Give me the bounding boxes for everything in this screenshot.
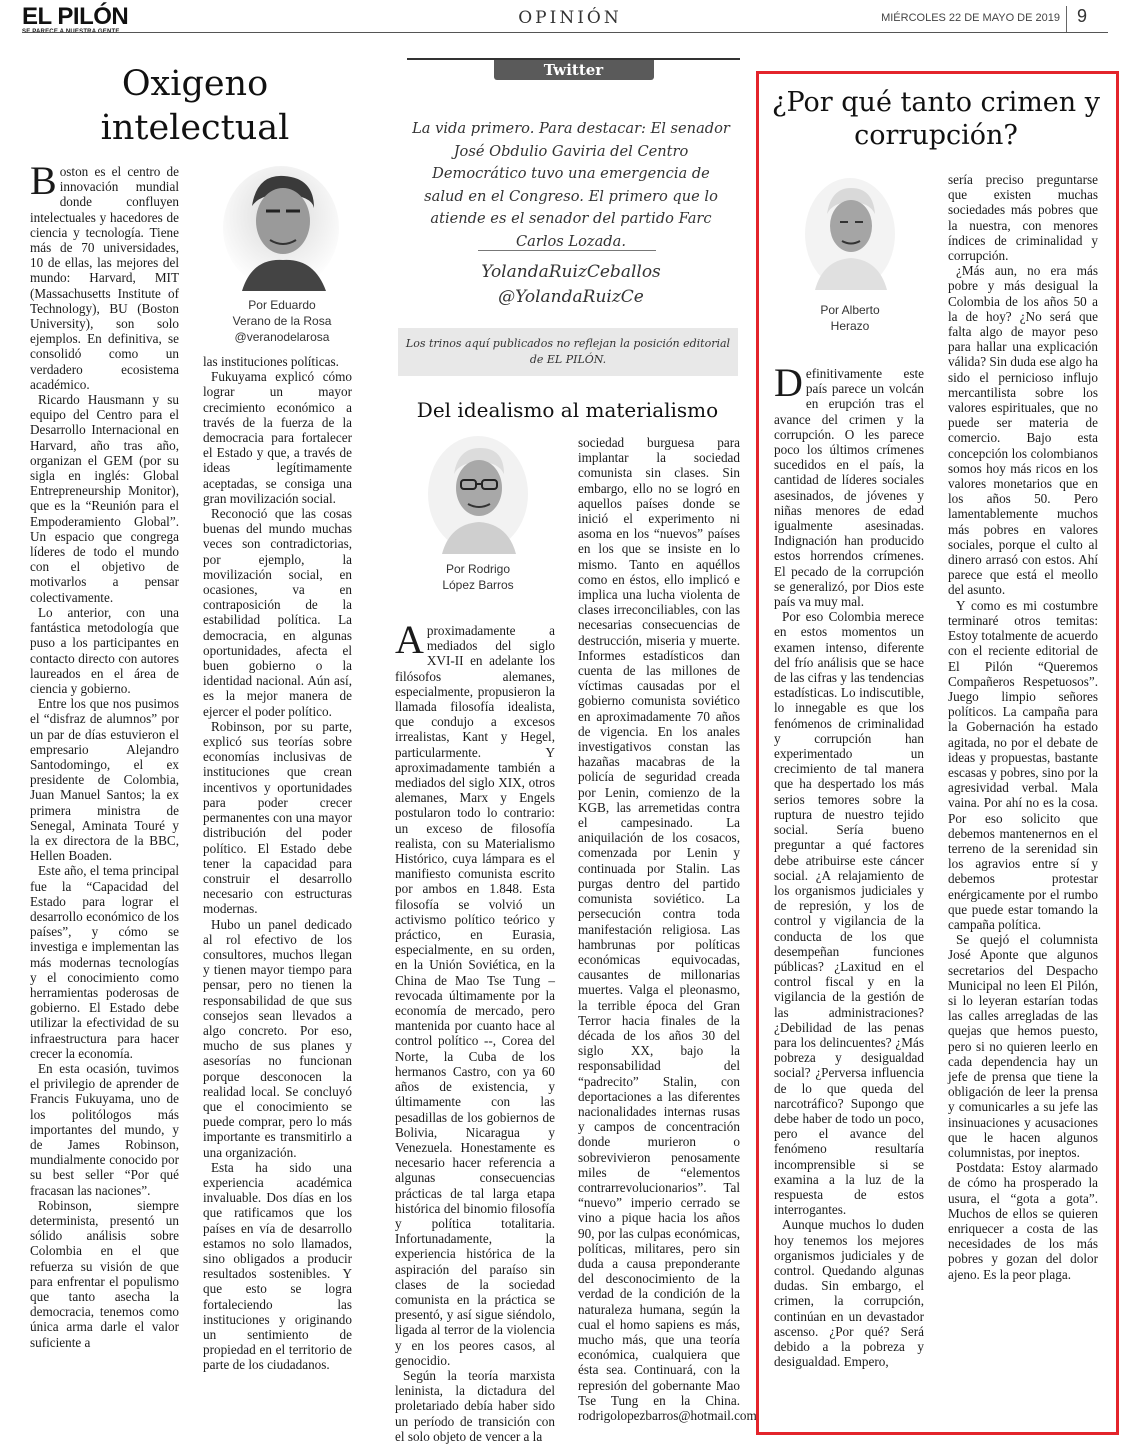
paragraph: Se quejó el columnista José Aponte que algunos secretarios del Despacho Municipal no leen El Pilón, si lo leyeran estarían todas las calles arregladas de las quejas que hemos puesto, pero si no quieren leerlo en cada dependencia hay un jefe de prensa que tiene la obligación de leer la prensa y comunicarles a su jefe las insinuaciones y acusaciones que le hacen algunos columnistas, por ineptos. [948,932,1098,1160]
paragraph-text: efinitivamente este país parece un volcán en erupción tras el avance del crimen y la corrupción. O les parece poco los últimos crímenes sucedidos en el país, la cantidad de líderes sociales asesinados, de jóvenes y niñas menores de edad igualmente asesinadas. Indignación han producido estos horrendos crímenes. El pecado de la corrupción se generalizó, por Dios este país va muy mal. [774,366,924,610]
paragraph: Ricardo Hausmann y su equipo del Centro para el Desarrollo Internacional en Harvard, año tras año, organizan el GEM (por su sigla en inglés: Global Entrepreneurship Monitor), que es la “Reunión para el Empoderamiento Global”. Un espacio que congrega líderes de todo el mundo con el objetivo de motivarlos a pensar colectivamente. [30,392,179,605]
dropcap: A [395,617,424,662]
paragraph: Entre los que nos pusimos el “disfraz de alumnos” por un par de días estuvieron el empresario Alejandro Santodomingo, el ex presidente de Colombia, Juan Manuel Santos; la ex primera ministra de Senegal, Aminata Touré y la ex directora de la BBC, Hellen Boaden. [30,696,179,864]
twitter-header [407,58,740,82]
twitter-label: Twitter [494,60,654,80]
section-title: OPINIÓN [518,8,622,28]
left-headline: Oxigeno intelectual [100,64,290,148]
paragraph [774,360,924,610]
middle-col2 [578,435,757,1423]
author-portrait-herazo [805,178,895,290]
left-col1 [30,158,179,1416]
paragraph-text: oston es el centro de innovación mundial donde confluyen intelectuales y hacedores de ciencia y tecnología. Tiene más de 70 universidades, 10 de ellas, las mejores del mundo: Harvard, MIT (Massachusetts Institute of Technology), BU (Boston University), son solo ejemplos. En definitiva, se consolidó como un verdadero ecosistema académico. [30,164,179,392]
paragraph: Aunque muchos lo duden hoy tenemos los mejores organismos judiciales y de control. Quedando algunas dudas. Sin embargo, el crimen, la corrupción, continúan en un devastador ascenso. ¿Por qué? Será debido a la pobreza y desigualdad. Empero, [774,1217,924,1370]
byline-line: Por Alberto [820,303,880,317]
dropcap: D [774,360,803,405]
paragraph [395,617,555,1368]
paragraph: Robinson, por su parte, explicó sus teorías sobre economías inclusivas de instituciones que crean incentivos y oportunidades para poder crecer permanentes con una mayor distribución del poder político. El Estado debe tener la capacidad para construir el desarrollo necesario con estructuras modernas. [203,718,352,917]
paragraph: Lo anterior, con una fantástica metodología que puso a los participantes en contacto directo con autores laureados en el área de ciencia y gobierno. [30,604,179,696]
byline-line: Por Rodrigo [445,562,511,576]
paragraph: En esta ocasión, tuvimos el privilegio de aprender de Francis Fukuyama, uno de los politólogos más importantes del mundo, y de James Robinson, mundialmente conocido por su best seller “Por qué fracasan las naciones”. [30,1060,179,1198]
paragraph: Robinson, siempre determinista, presentó un sólido análisis sobre Colombia en el que refuerza su visión de que para enfrentar el populismo que tanto asecha la democracia, tenemos como única arma darle el valor suficiente a [30,1197,179,1350]
portrait-image [428,436,528,554]
right-headline: ¿Por qué tanto crimen y corrupción? [771,87,1101,151]
portrait-image [222,166,340,291]
logo-text: EL PILÓN [22,3,129,30]
paragraph-text: proximadamente a mediados del siglo XVI-II en adelante los filósofos alemanes, especialmente, propusieron la llamada filosofía idealista, que condujo a excesos irrealistas, Kant y Hegel, particularmente. Y aproximadamente también a mediados del siglo XIX, otros alemanes, Marx y Engels postularon todo lo contrario: un exceso de filosofía realista, con su Materialismo Histórico, cuya lámpara es el manifiesto comunista escrito por ambos en 1.848. Esta filosofía se volvió un activismo político teórico y práctico, en Eurasia, especialmente, en su orden, en la Unión Soviética, en la China de Mao Tse Tung – revocada últimamente por la economía de mercado, pero mantenida por cuanto hace al control político --, Corea del Norte, la Cuba de los hermanos Castro, con ya 60 años de existencia, y últimamente con las pesadillas de los gobiernos de Bolivia, Nicaragua y Venezuela. Honestamente es necesario hacer referencia a algunas consecuencias prácticas de tal larga etapa histórica del binomio filosofía y política totalitaria. Infortunadamente, la experiencia histórica de la aspiración del paraíso sin clases de la sociedad comunista en la práctica se presentó, y así sigue siéndolo, ligada al terror de la violencia y en los peores casos, al genocidio. [395,623,555,1368]
byline-line: López Barros [442,578,514,592]
byline-herazo [790,302,910,334]
middle-headline: Del idealismo al materialismo [416,398,719,422]
paragraph: Y como es mi costumbre terminaré otros temitas: Estoy totalmente de acuerdo con el reciente editorial de El Pilón “Queremos Compañeros Respetuosos”. Juego limpio señores políticos. La campaña para la Gobernación ha estado agitada, no por el debate de ideas y propuestas, bastante escasas y pobres, sino por la agresividad verbal. Mala vaina. Por ahí no es la cosa. Por eso solicito que debemos mantenernos en el terreno de la serenidad sin los agravios entre sí y debemos protestar enérgicamente por el rumbo que puede estar tomando la campaña política. [948,597,1098,932]
tweet-divider [478,250,656,251]
byline-line: Herazo [830,319,870,333]
paragraph: Postdata: Estoy alarmado de cómo ha prosperado la usura, el “gota a gota”. Muchos de ellos se quieren enriquecer a costa de las necesidades de los más pobres y gozan del dolor ajeno. Es la peor plaga. [948,1160,1098,1282]
paragraph: sería preciso preguntarse que existen muchas sociedades más pobres que la nuestra, con menores índices de criminalidad y corrupción. [948,172,1098,264]
twitter-disclaimer: Los trinos aquí publicados no reflejan la posición editorial de EL PILÓN. [398,328,738,376]
paragraph: Este año, el tema principal fue la “Capacidad del Estado para lograr el desarrollo económico de los países”, y cómo se investiga e implementan las más modernas tecnologías y el conocimiento como herramientas poderosas de gobierno. El Estado debe utilizar la efectividad de su infraestructura para hacer crecer la economía. [30,863,179,1061]
paragraph: Reconoció que las cosas buenas del mundo muchas veces son contradictorias, por ejemplo, la movilización social, en ocasiones, va en contraposición de la estabilidad política. La democracia, en algunas oportunidades, afecta el buen gobierno o la identidad nacional. Aún así, es la mejor manera de ejercer el poder político. [203,506,352,719]
right-col1 [774,360,924,1418]
tweet-text: La vida primero. Para destacar: El senador José Obdulio Gaviria del Centro Democrático tuvo una emergencia de salud en el Congreso. El primero que lo atiende es el senador del partido Farc Carlos Lozada. [412,120,730,250]
byline-line: @veranodelarosa [234,330,330,344]
tweet-author [412,260,730,310]
paragraph: Según la teoría marxista leninista, la dictadura del proletariado debía haber sido un período de transición con el solo objeto de vencer a la [395,1367,555,1444]
paragraph [30,158,179,392]
byline-verano [222,297,342,345]
right-col2 [948,172,1098,1418]
dateline: MIÉRCOLES 22 DE MAYO DE 2019 [881,12,1060,24]
byline-lopez [418,561,538,593]
tweet-user-name: YolandaRuizCeballos [481,262,661,282]
paragraph: ¿Más aun, no era más pobre y más desigual la Colombia de los años 50 a la de hoy? ¿No será que falta algo de mayor peso para hallar una explicación válida? Sin duda ese algo ha sido el pernicioso influjo mercantilista sobre los valores espirituales, que no puede ser materia de comercio. Bajo esta concepción los colombianos somos hoy más ricos en los valores monetarios que en los años 50. Pero lamentablemente muchos más pobres en valores sociales, porque el culto al dinero arrasó con estos. Ahí parece que está el meollo del asunto. [948,263,1098,598]
portrait-image [805,178,895,290]
paragraph: sociedad burguesa para implantar la sociedad comunista sin clases. Sin embargo, ello no se logró en aquellos países donde se inició el experimento ni asoma en los “nuevos” países en los que se insiste en lo mismo. Tanto en aquéllos como en éstos, ello implicó e implica una lucha violenta de clases irreconciliables, con las necesarias consecuencias de destrucción, miseria y muerte. Informes estadísticos dan cuenta de las millones de víctimas causadas por el gobierno comunista soviético en aproximadamente 70 años de vigencia. En los anales investigativos constan las hazañas macabras de la policía de seguridad creada por Lenin, comienzo de la KGB, las arremetidas contra el campesinado. La aniquilación de los cosacos, comenzada por Lenin y continuada por Stalin. Las purgas dentro del partido comunista soviético. La persecución contra toda manifestación religiosa. Las hambrunas por políticas económicas equivocadas, causantes de millonarias muertes. Valga el pleonasmo, la terrible época del Gran Terror hacia finales de la década de los años 30 del siglo XX, bajo la responsabilidad del “padrecito” Stalin, con deportaciones a las diferentes nacionalidades internas rusas y campos de concentración donde murieron o sobrevivieron penosamente miles de “elementos contrarrevolucionarios”. Tal “nuevo” imperio cerrado se vino a pique hacia los años 90, por las culpas económicas, políticas, militares, pero sin duda a causa preponderante del desconocimiento de la verdad de la condición de la naturaleza humana, según la cual el homo sapiens es más, mucho más, que una teoría económica, cualquiera que ésta sea. Continuará, con la represión del gobernante Mao Tse Tung en la China. rodrigolopezbarros@hotmail.com [578,435,757,1423]
paragraph: Fukuyama explicó cómo lograr un mayor crecimiento económico a través de la fuerza de la democracia para fortalecer el Estado y que, a través de ideas legítimamente aceptadas, se consiga una gran movilización social. [203,369,352,506]
middle-col1 [395,617,555,1444]
author-portrait-lopez [428,436,528,554]
paragraph: Hubo un panel dedicado al rol efectivo de los consultores, muchos llegan y tienen mayor tiempo para pensar, pero no tienen la responsabilidad de que sus consejos sean llevados a algo concreto. Por eso, mucho de sus planes y asesorías no funcionan porque desconocen la realidad local. Se concluyó que el conocimiento se puede comprar, pero lo más importante es transmitirlo a una organización. [203,916,352,1160]
byline-line: Por Eduardo [248,298,316,312]
masthead-rule [22,32,1108,33]
dropcap: B [30,158,57,203]
left-col2 [203,354,352,1416]
paragraph: las instituciones políticas. [203,354,339,369]
paragraph: Esta ha sido una experiencia académica invaluable. Dos días en los que ratificamos que los países en vía de desarrollo estamos no solo llamados, sino obligados a producir resultados sostenibles. Y que esto se logra fortaleciendo las instituciones y originando un sentimiento de propiedad en el territorio de parte de los ciudadanos. [203,1159,352,1373]
page-number: 9 [1066,6,1097,32]
byline-line: Verano de la Rosa [232,314,332,328]
tweet-user-handle: @YolandaRuizCe [498,287,644,307]
author-portrait-verano [222,166,340,291]
paragraph: Por eso Colombia merece en estos momentos un examen intenso, diferente del frío análisis que se hace de las cifras y las tendencias estadísticas. Lo indiscutible, lo innegable es que los fenómenos de criminalidad y corrupción han experimentado un crecimiento de tal manera que ha despertado los más serios temores sobre la ruptura de nuestro tejido social. Sería bueno preguntar a qué factores debe atribuirse este cáncer social. ¿A relajamiento de los organismos judiciales y de represión, y los de control y vigilancia de la conducta de los que desempeñan funciones públicas? ¿Laxitud en el control fiscal y en la vigilancia de la gestión de las administraciones? ¿Debilidad de las penas para los delincuentes? ¿Más pobreza y desigualdad social? ¿Perversa influencia de lo que queda del narcotráfico? Supongo que debe haber de todo un poco, pero el avance del fenómeno resultaría incomprensible si se examina a la luz de la respuesta de estos interrogantes. [774,609,924,1218]
